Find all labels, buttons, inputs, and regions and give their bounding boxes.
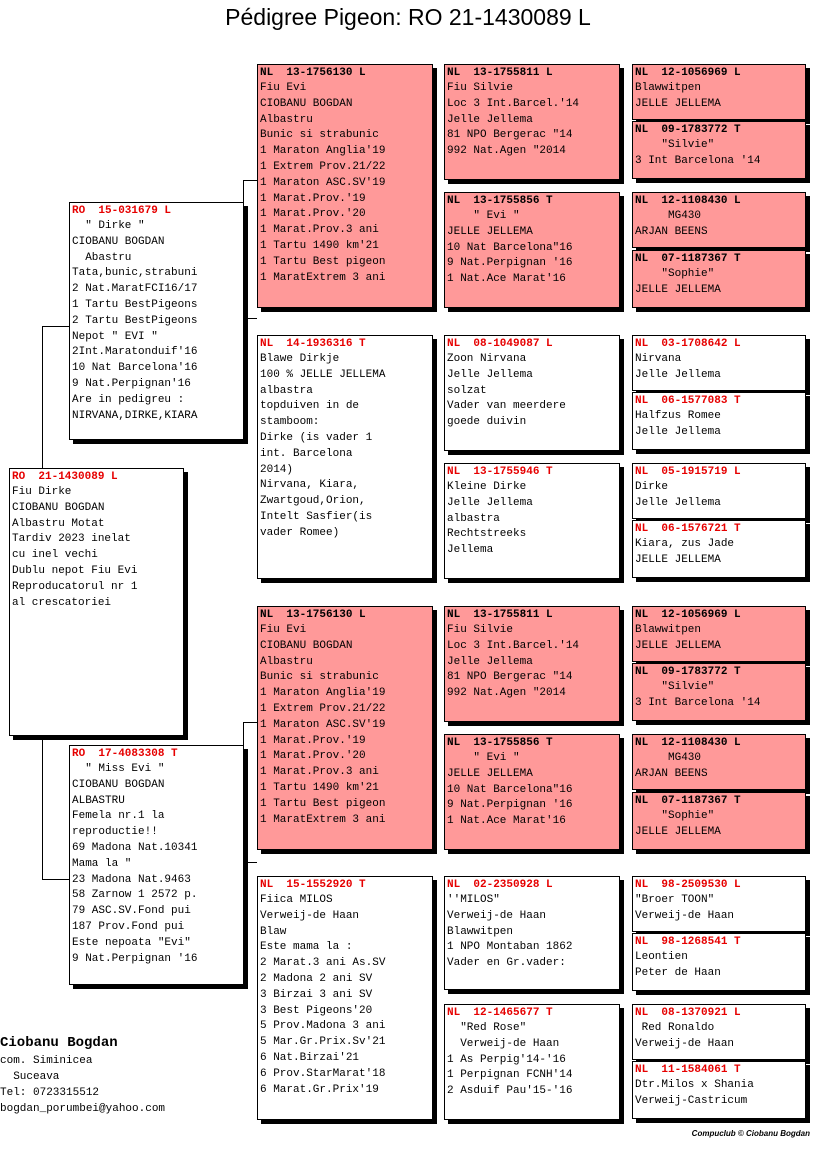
pigeon-info-line: 69 Madona Nat.10341 xyxy=(72,841,198,854)
ring-number: NL 08-1049087 L xyxy=(447,338,553,350)
breeder-info xyxy=(0,1033,165,1117)
sire-dam-card xyxy=(257,335,433,579)
pigeon-info-line: "Red Rose" xyxy=(447,1022,527,1034)
pigeon-info-line: 81 NPO Bergerac "14 xyxy=(447,129,573,142)
dam-sire-card xyxy=(257,606,433,850)
pigeon-info-line: Jelle Jellema xyxy=(447,496,533,509)
pigeon-info-line: 100 % JELLE JELLEMA xyxy=(260,368,386,381)
pigeon-info-line: 1 Maraton Anglia'19 xyxy=(260,687,386,700)
pigeon-info-line: Fiu Silvie xyxy=(447,624,514,636)
pigeon-info-line: 3 Int Barcelona '14 xyxy=(635,696,761,709)
pigeon-info-line: 10 Nat Barcelona"16 xyxy=(447,241,573,254)
pigeon-info-line: Este nepoata "Evi" xyxy=(72,936,191,949)
dsd-card xyxy=(444,734,620,850)
pigeon-info-line: 9 Nat.Perpignan '16 xyxy=(72,952,198,965)
pigeon-info-line: 1 Tartu Best pigeon xyxy=(260,255,386,268)
pigeon-info-line: JELLE JELLEMA xyxy=(447,225,533,238)
pigeon-info-line: Blawwitpen xyxy=(635,624,702,636)
pigeon-info-line: Jelle Jellema xyxy=(635,368,721,381)
pigeon-info-line: " Evi " xyxy=(447,752,520,764)
breeder-line: Suceava xyxy=(0,1071,60,1083)
pigeon-info-line: CIOBANU BOGDAN xyxy=(260,97,353,110)
pigeon-info-line: Nirvana xyxy=(635,353,682,365)
pigeon-info-line: ''MILOS" xyxy=(447,894,500,906)
pigeon-info-line: 23 Madona Nat.9463 xyxy=(72,873,191,886)
pigeon-info-line: Tardiv 2023 inelat xyxy=(12,533,131,546)
ring-number: NL 13-1755811 L xyxy=(447,609,553,621)
pigeon-info-line: 5 Prov.Madona 3 ani xyxy=(260,1020,386,1033)
pigeon-info-line: 1 MaratExtrem 3 ani xyxy=(260,271,386,284)
pigeon-info-line: CIOBANU BOGDAN xyxy=(260,639,353,652)
pigeon-info-line: Zoon Nirvana xyxy=(447,353,527,365)
pigeon-info-line: Blawwitpen xyxy=(447,925,514,938)
pigeon-info-line: NIRVANA,DIRKE,KIARA xyxy=(72,409,198,422)
ring-number: NL 05-1915719 L xyxy=(635,466,741,478)
pigeon-info-line: 1 Tartu 1490 km'21 xyxy=(260,781,379,794)
pigeon-info-line: MG430 xyxy=(635,210,702,222)
ddd-card xyxy=(444,1004,620,1120)
dds-card xyxy=(444,876,620,990)
sss-card xyxy=(444,64,620,180)
ring-number: NL 11-1584061 T xyxy=(635,1064,741,1076)
pigeon-info-line: Verweij-Castricum xyxy=(635,1094,748,1107)
pigeon-info-line: Kleine Dirke xyxy=(447,481,527,493)
ring-number: NL 12-1056969 L xyxy=(635,609,741,621)
pigeon-info-line: 3 Birzai 3 ani SV xyxy=(260,988,373,1001)
pigeon-info-line: Reproducatorul nr 1 xyxy=(12,580,138,593)
pigeon-info-line: "Silvie" xyxy=(635,139,715,151)
pigeon-info-line: "Broer TOON" xyxy=(635,894,715,906)
g4-card-16 xyxy=(632,1061,806,1119)
pigeon-info-line: Blawe Dirkje xyxy=(260,353,340,365)
pigeon-info-line: albastra xyxy=(260,384,313,397)
pigeon-info-line: JELLE JELLEMA xyxy=(635,825,721,838)
pigeon-info-line: 1 Tartu 1490 km'21 xyxy=(260,239,379,252)
g4-card-2 xyxy=(632,121,806,179)
pigeon-info-line: "Sophie" xyxy=(635,810,715,822)
pigeon-info-line: 6 Nat.Birzai'21 xyxy=(260,1051,360,1064)
pigeon-info-line: 1 Tartu BestPigeons xyxy=(72,298,198,311)
g4-card-10 xyxy=(632,663,806,721)
pigeon-info-line: Fiu Silvie xyxy=(447,82,514,94)
pigeon-info-line: Red Ronaldo xyxy=(635,1022,715,1034)
pigeon-info-line: Dublu nepot Fiu Evi xyxy=(12,564,138,577)
pigeon-info-line: Mama la " xyxy=(72,857,132,870)
pigeon-info-line: Abastru xyxy=(72,251,132,264)
pigeon-info-line: Dirke xyxy=(635,481,669,493)
pigeon-info-line: Bunic si strabunic xyxy=(260,129,379,142)
pigeon-info-line: Nirvana, Kiara, xyxy=(260,479,360,492)
pigeon-info-line: JELLE JELLEMA xyxy=(635,639,721,652)
pigeon-info-line: Blawwitpen xyxy=(635,82,702,94)
pigeon-info-line: Loc 3 Int.Barcel.'14 xyxy=(447,639,580,652)
ring-number: RO 15-031679 L xyxy=(72,205,172,217)
pigeon-info-line: 1 Maraton ASC.SV'19 xyxy=(260,176,386,189)
ring-number: RO 21-1430089 L xyxy=(12,471,118,483)
ring-number: NL 13-1755811 L xyxy=(447,67,553,79)
pigeon-info-line: Nepot " EVI " xyxy=(72,330,158,343)
pigeon-info-line: Jelle Jellema xyxy=(635,496,721,509)
pigeon-info-line: 1 Marat.Prov.'20 xyxy=(260,750,366,763)
sire-card xyxy=(69,202,244,440)
g4-card-5 xyxy=(632,335,806,391)
ring-number: NL 13-1756130 L xyxy=(260,609,366,621)
pigeon-info-line: 1 Marat.Prov.'20 xyxy=(260,208,366,221)
pigeon-info-line: 992 Nat.Agen "2014 xyxy=(447,145,566,158)
g4-card-1 xyxy=(632,64,806,120)
pigeon-info-line: 1 Nat.Ace Marat'16 xyxy=(447,815,566,828)
pigeon-info-line: 1 Maraton Anglia'19 xyxy=(260,145,386,158)
pigeon-info-line: 9 Nat.Perpignan '16 xyxy=(447,799,573,812)
pigeon-info-line: 2Int.Maratonduif'16 xyxy=(72,346,198,359)
pigeon-info-line: solzat xyxy=(447,384,487,397)
pigeon-info-line: JELLE JELLEMA xyxy=(635,553,721,566)
pigeon-info-line: Peter de Haan xyxy=(635,966,721,979)
pigeon-info-line: int. Barcelona xyxy=(260,447,353,460)
ring-number: RO 17-4083308 T xyxy=(72,748,178,760)
pigeon-info-line: Rechtstreeks xyxy=(447,528,527,541)
pigeon-info-line: topduiven in de xyxy=(260,400,360,413)
pigeon-info-line: " Evi " xyxy=(447,210,520,222)
pigeon-info-line: Verweij-de Haan xyxy=(260,909,360,922)
dam-card xyxy=(69,745,244,985)
pigeon-info-line: Fiu Evi xyxy=(260,624,307,636)
ring-number: NL 12-1108430 L xyxy=(635,737,741,749)
pigeon-info-line: ALBASTRU xyxy=(72,794,125,807)
pigeon-info-line: Fiu Dirke xyxy=(12,486,72,498)
pigeon-info-line: stamboom: xyxy=(260,416,320,429)
pigeon-info-line: Jelle Jellema xyxy=(635,425,721,438)
pigeon-info-line: CIOBANU BOGDAN xyxy=(72,778,165,791)
pigeon-info-line: reproductie!! xyxy=(72,826,158,839)
pigeon-info-line: "Silvie" xyxy=(635,681,715,693)
ring-number: NL 12-1056969 L xyxy=(635,67,741,79)
pigeon-info-line: 2014) xyxy=(260,463,294,476)
ring-number: NL 03-1708642 L xyxy=(635,338,741,350)
pigeon-info-line: 3 Best Pigeons'20 xyxy=(260,1004,373,1017)
pigeon-info-line: 1 Maraton ASC.SV'19 xyxy=(260,718,386,731)
g4-card-12 xyxy=(632,792,806,850)
pigeon-info-line: Verweij-de Haan xyxy=(447,909,547,922)
g4-card-6 xyxy=(632,392,806,450)
pigeon-info-line: Jellema xyxy=(447,544,494,557)
pigeon-info-line: 10 Nat Barcelona"16 xyxy=(447,783,573,796)
pigeon-info-line: " Dirke " xyxy=(72,220,145,232)
pigeon-info-line: "Sophie" xyxy=(635,268,715,280)
pigeon-info-line: MG430 xyxy=(635,752,702,764)
ring-number: NL 08-1370921 L xyxy=(635,1007,741,1019)
ssd-card xyxy=(444,192,620,308)
pigeon-info-line: 79 ASC.SV.Fond pui xyxy=(72,905,191,918)
pigeon-info-line: Albastru Motat xyxy=(12,517,105,530)
pigeon-info-line: CIOBANU BOGDAN xyxy=(72,235,165,248)
pigeon-info-line: Dtr.Milos x Shania xyxy=(635,1079,754,1091)
breeder-email: bogdan_porumbei@yahoo.com xyxy=(0,1103,166,1115)
pigeon-info-line: Are in pedigreu : xyxy=(72,393,185,406)
breeder-line: com. Siminicea xyxy=(0,1055,93,1067)
dam-dam-card xyxy=(257,876,433,1120)
pigeon-info-line: 1 Tartu Best pigeon xyxy=(260,797,386,810)
pigeon-info-line: CIOBANU BOGDAN xyxy=(12,501,105,514)
pigeon-info-line: al crescatoriei xyxy=(12,596,112,609)
pigeon-info-line: 2 Marat.3 ani As.SV xyxy=(260,957,386,970)
ring-number: NL 07-1187367 T xyxy=(635,795,741,807)
ring-number: NL 15-1552920 T xyxy=(260,879,366,891)
g4-card-14 xyxy=(632,933,806,991)
pigeon-info-line: 1 Nat.Ace Marat'16 xyxy=(447,273,566,286)
pigeon-info-line: goede duivin xyxy=(447,416,527,429)
pigeon-info-line: 1 MaratExtrem 3 ani xyxy=(260,813,386,826)
pigeon-info-line: Jelle Jellema xyxy=(447,655,533,668)
pigeon-info-line: JELLE JELLEMA xyxy=(635,97,721,110)
pigeon-info-line: Dirke (is vader 1 xyxy=(260,431,373,444)
pigeon-info-line: 187 Prov.Fond pui xyxy=(72,920,185,933)
pigeon-info-line: Fiu Evi xyxy=(260,82,307,94)
ring-number: NL 13-1755946 T xyxy=(447,466,553,478)
g4-card-3 xyxy=(632,192,806,248)
page-title: Pédigree Pigeon: RO 21-1430089 L xyxy=(225,4,591,30)
pigeon-info-line: Fiica MILOS xyxy=(260,894,333,906)
pigeon-info-line: 1 Marat.Prov.'19 xyxy=(260,192,366,205)
pigeon-info-line: vader Romee) xyxy=(260,526,340,539)
pigeon-info-line: albastra xyxy=(447,512,500,525)
pigeon-info-line: " Miss Evi " xyxy=(72,763,165,775)
sdd-card xyxy=(444,463,620,579)
pigeon-info-line: 1 Marat.Prov.3 ani xyxy=(260,224,379,237)
g4-card-4 xyxy=(632,250,806,308)
g4-card-11 xyxy=(632,734,806,790)
pigeon-info-line: 1 Extrem Prov.21/22 xyxy=(260,160,386,173)
pigeon-info-line: 58 Zarnow 1 2572 p. xyxy=(72,889,198,902)
ring-number: NL 13-1755856 T xyxy=(447,195,553,207)
pigeon-info-line: 2 Tartu BestPigeons xyxy=(72,314,198,327)
subject-pigeon-card xyxy=(9,468,184,736)
pigeon-info-line: Kiara, zus Jade xyxy=(635,538,735,550)
pigeon-info-line: Jelle Jellema xyxy=(447,113,533,126)
pigeon-info-line: 6 Marat.Gr.Prix'19 xyxy=(260,1083,379,1096)
pigeon-info-line: Albastru xyxy=(260,655,313,668)
pigeon-info-line: Tata,bunic,strabuni xyxy=(72,267,198,280)
pigeon-info-line: Femela nr.1 la xyxy=(72,810,165,823)
pigeon-info-line: 1 Marat.Prov.3 ani xyxy=(260,766,379,779)
pigeon-info-line: Leontien xyxy=(635,951,688,963)
pigeon-info-line: 1 Extrem Prov.21/22 xyxy=(260,702,386,715)
pigeon-info-line: ARJAN BEENS xyxy=(635,225,708,238)
pigeon-info-line: 10 Nat Barcelona'16 xyxy=(72,362,198,375)
pigeon-info-line: Vader van meerdere xyxy=(447,400,566,413)
pigeon-info-line: 9 Nat.Perpignan '16 xyxy=(447,257,573,270)
g4-card-15 xyxy=(632,1004,806,1060)
ring-number: NL 13-1756130 L xyxy=(260,67,366,79)
breeder-name: Ciobanu Bogdan xyxy=(0,1035,118,1051)
pigeon-info-line: 2 Asduif Pau'15-'16 xyxy=(447,1085,573,1098)
pigeon-info-line: Vader en Gr.vader: xyxy=(447,957,566,970)
ring-number: NL 12-1108430 L xyxy=(635,195,741,207)
pigeon-info-line: 992 Nat.Agen "2014 xyxy=(447,687,566,700)
pigeon-info-line: Verweij-de Haan xyxy=(447,1037,560,1050)
pigeon-info-line: 1 As Perpig'14-'16 xyxy=(447,1053,566,1066)
pigeon-info-line: 1 NPO Montaban 1862 xyxy=(447,941,573,954)
pigeon-info-line: 9 Nat.Perpignan'16 xyxy=(72,377,191,390)
pigeon-info-line: JELLE JELLEMA xyxy=(635,283,721,296)
pigeon-info-line: Loc 3 Int.Barcel.'14 xyxy=(447,97,580,110)
sds-card xyxy=(444,335,620,451)
software-credit: Compuclub © Ciobanu Bogdan xyxy=(691,1129,810,1138)
ring-number: NL 13-1755856 T xyxy=(447,737,553,749)
g4-card-7 xyxy=(632,463,806,519)
pigeon-info-line: 5 Mar.Gr.Prix.Sv'21 xyxy=(260,1036,386,1049)
pigeon-info-line: 1 Perpignan FCNH'14 xyxy=(447,1069,573,1082)
pigeon-info-line: ARJAN BEENS xyxy=(635,767,708,780)
pigeon-info-line: Bunic si strabunic xyxy=(260,671,379,684)
pigeon-info-line: Blaw xyxy=(260,925,287,938)
pigeon-info-line: JELLE JELLEMA xyxy=(447,767,533,780)
breeder-line: Tel: 0723315512 xyxy=(0,1087,100,1099)
pigeon-info-line: Este mama la : xyxy=(260,941,353,954)
pigeon-info-line: Verweij-de Haan xyxy=(635,909,735,922)
pigeon-info-line: 2 Nat.MaratFCI16/17 xyxy=(72,283,198,296)
ring-number: NL 12-1465677 T xyxy=(447,1007,553,1019)
ring-number: NL 14-1936316 T xyxy=(260,338,366,350)
ring-number: NL 98-2509530 L xyxy=(635,879,741,891)
pigeon-info-line: Jelle Jellema xyxy=(447,368,533,381)
dss-card xyxy=(444,606,620,722)
g4-card-8 xyxy=(632,520,806,578)
ring-number: NL 02-2350928 L xyxy=(447,879,553,891)
ring-number: NL 06-1577083 T xyxy=(635,395,741,407)
pigeon-info-line: Zwartgoud,Orion, xyxy=(260,495,366,508)
pigeon-info-line: Verweij-de Haan xyxy=(635,1037,735,1050)
sire-sire-card xyxy=(257,64,433,308)
pigeon-info-line: 81 NPO Bergerac "14 xyxy=(447,671,573,684)
pigeon-info-line: 1 Marat.Prov.'19 xyxy=(260,734,366,747)
pigeon-info-line: Intelt Sasfier(is xyxy=(260,510,373,523)
ring-number: NL 06-1576721 T xyxy=(635,523,741,535)
pigeon-info-line: 2 Madona 2 ani SV xyxy=(260,972,373,985)
ring-number: NL 09-1783772 T xyxy=(635,124,741,136)
ring-number: NL 07-1187367 T xyxy=(635,253,741,265)
pigeon-info-line: 6 Prov.StarMarat'18 xyxy=(260,1067,386,1080)
g4-card-9 xyxy=(632,606,806,662)
pigeon-info-line: cu inel vechi xyxy=(12,549,98,562)
pigeon-info-line: Halfzus Romee xyxy=(635,410,721,422)
ring-number: NL 98-1268541 T xyxy=(635,936,741,948)
pigeon-info-line: 3 Int Barcelona '14 xyxy=(635,154,761,167)
ring-number: NL 09-1783772 T xyxy=(635,666,741,678)
pigeon-info-line: Albastru xyxy=(260,113,313,126)
g4-card-13 xyxy=(632,876,806,932)
